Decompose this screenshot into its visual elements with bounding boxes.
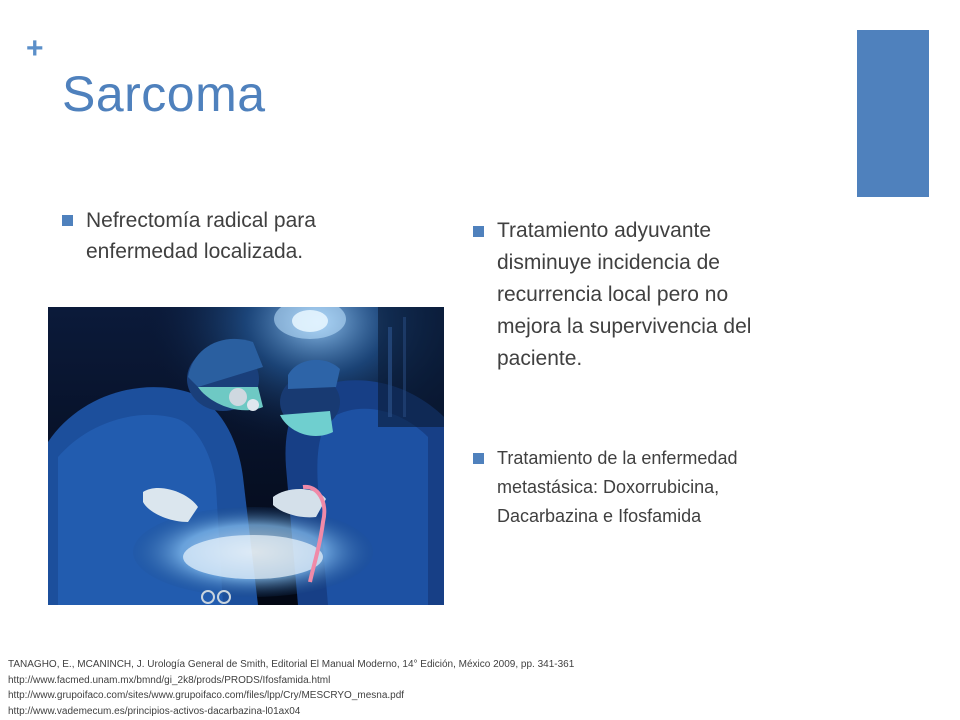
- bullet-square-icon: [62, 215, 73, 226]
- reference-link[interactable]: http://www.facmed.unam.mx/bmnd/gi_2k8/prods/PRODS/Ifosfamida.html: [8, 674, 331, 686]
- bullet-text: Tratamiento adyuvante disminuye incidencia de recurrencia local pero no mejora la supervivencia del paciente.: [497, 219, 752, 370]
- surgery-photo: [48, 307, 444, 605]
- reference-book: TANAGHO, E., MCANINCH, J. Urología General de Smith, Editorial El Manual Moderno, 14° Edición, México 2009, pp. 341-361: [8, 659, 575, 670]
- surgery-illustration: [48, 307, 444, 605]
- bullet-square-icon: [473, 453, 484, 464]
- bullet-nefrectomia: [62, 205, 316, 267]
- bullet-text: Nefrectomía radical para enfermedad localizada.: [86, 209, 316, 263]
- bullet-tratamiento-adyuvante: [473, 215, 833, 375]
- bullet-text: Tratamiento de la enfermedad metastásica: Doxorrubicina, Dacarbazina e Ifosfamida: [497, 448, 738, 526]
- reference-link[interactable]: http://www.vademecum.es/principios-activos-dacarbazina-l01ax04: [8, 705, 301, 717]
- plus-mark: +: [26, 32, 44, 65]
- references: [8, 657, 574, 719]
- corner-accent-block: [857, 30, 929, 197]
- slide-title: Sarcoma: [62, 66, 266, 122]
- bullet-tratamiento-metastasica: [473, 444, 843, 531]
- bullet-square-icon: [473, 226, 484, 237]
- reference-link[interactable]: http://www.grupoifaco.com/sites/www.grupoifaco.com/files/lpp/Cry/MESCRYO_mesna.pdf: [8, 690, 405, 701]
